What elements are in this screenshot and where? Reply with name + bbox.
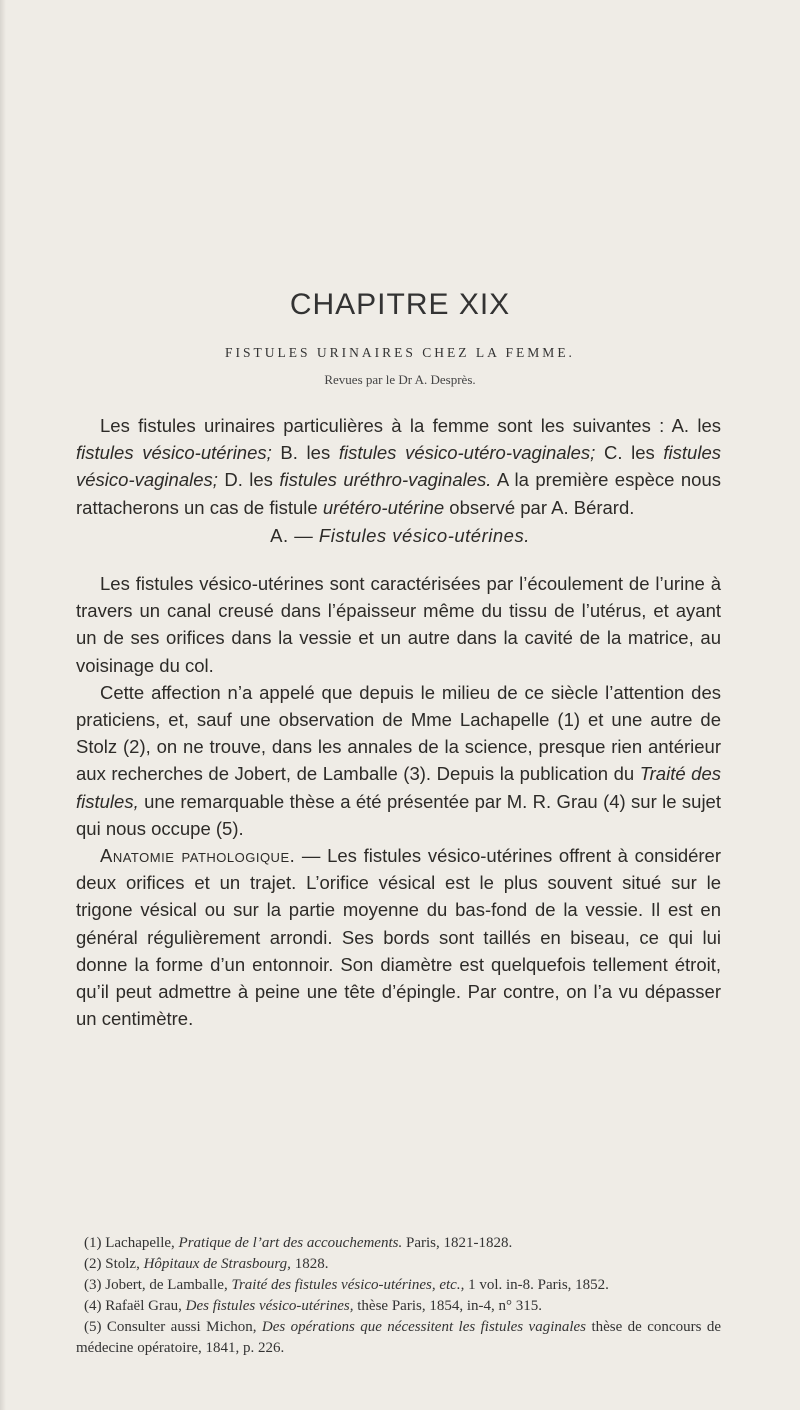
reviewer-line: Revues par le Dr A. Desprès.: [324, 372, 476, 387]
chapter-subtitle: FISTULES URINAIRES CHEZ LA FEMME.: [225, 345, 575, 360]
paragraph-history: Cette affection n’a appelé que depuis le milieu de ce siècle l’attention des praticiens, et, sauf une observation de Mme Lachapelle (1) et une autre de Stolz (2), on ne trouve, dans les annales de la science, presque rien antérieur aux recherches de Jobert, de Lamballe (3). Depuis la publication du Traité des fistules, une remarquable thèse a été présentée par M. R. Grau (4) sur le sujet qui nous occupe (5).: [76, 681, 721, 839]
anatomy-heading: Anatomie pathologique.: [100, 845, 296, 867]
intro-paragraph: Les fistules urinaires particulières à la femme sont les suivantes : A. les fistules vésico-utérines; B. les fistules vésico-utéro-vaginales; C. les fistules vésico-vaginales; D. les fistules uréthro-vaginales. A la première espèce nous rattacherons un cas de fistule urétéro-utérine observé par A. Bérard.: [76, 415, 721, 518]
footnote-5: (5) Consulter aussi Michon, Des opérations que nécessitent les fistules vaginales thèse de concours de médecine opératoire, 1841, p. 226.: [76, 1319, 721, 1356]
chapter-title: CHAPITRE XIX: [289, 288, 511, 321]
footnote-2: (2) Stolz, Hôpitaux de Strasbourg, 1828.: [84, 1256, 329, 1272]
footnote-1: (1) Lachapelle, Pratique de l’art des accouchements. Paris, 1821-1828.: [84, 1235, 513, 1251]
footnote-4: (4) Rafaël Grau, Des fistules vésico-utérines, thèse Paris, 1854, in-4, n° 315.: [84, 1298, 542, 1314]
page-edge: [0, 0, 6, 1410]
paragraph-anatomy: Anatomie pathologique. — Les fistules vésico-utérines offrent à considérer deux orifices et un trajet. L’orifice vésical est le plus souvent situé sur le trigone vésical ou sur la partie moyenne du bas-fond de la vessie. Il est en général régulièrement arrondi. Ses bords sont taillés en biseau, ce qui lui donne la forme d’un entonnoir. Son diamètre est quelquefois tellement étroit, qu’il peut admettre à peine une tête d’épingle. Par contre, on l’a vu dépasser un centimètre.: [76, 845, 722, 1030]
footnote-3: (3) Jobert, de Lamballe, Traité des fistules vésico-utérines, etc., 1 vol. in-8. Paris, 1852.: [84, 1277, 609, 1293]
section-heading-a: A. — Fistules vésico-utérines.: [270, 525, 530, 546]
footnotes: [76, 1233, 721, 1359]
paragraph-definition: Les fistules vésico-utérines sont caractérisées par l’écoulement de l’urine à travers un canal creusé dans l’épaisseur même du tissu de l’utérus, et ayant un de ses orifices dans la vessie et un autre dans la cavité de la matrice, au voisinage du col.: [76, 573, 721, 676]
main-text: [76, 570, 721, 1032]
